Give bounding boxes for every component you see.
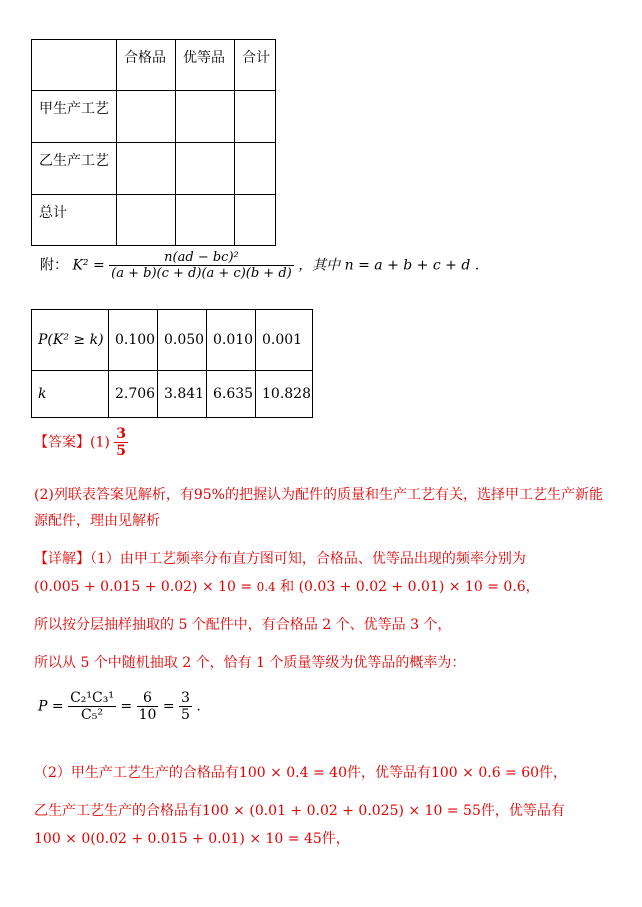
detail-line6 bbox=[34, 762, 567, 782]
formula-excellent: (0.03 + 0.02 + 0.01) × 10 = bbox=[298, 579, 504, 595]
table-header-cell bbox=[32, 40, 117, 91]
fraction-three-fifths bbox=[179, 690, 192, 723]
detail-tag: 【详解】 bbox=[34, 551, 90, 567]
line6-text-c: 件，优等品有 bbox=[346, 765, 431, 781]
line6-formula-b: 100 × 0.4 = 40 bbox=[238, 765, 347, 781]
k2-formula bbox=[40, 250, 479, 281]
answer-part1-prefix: (1) bbox=[90, 434, 110, 451]
fraction-six-tenths bbox=[137, 690, 159, 723]
table-cell: 0.100 bbox=[109, 310, 158, 371]
fraction-numerator: 6 bbox=[137, 690, 159, 707]
line7-formula-b: 100 × (0.01 + 0.02 + 0.025) × 10 = 55 bbox=[202, 803, 481, 819]
critical-value-table bbox=[31, 309, 313, 418]
table-header-cell: 优等品 bbox=[176, 40, 235, 91]
formula-qualified: (0.005 + 0.015 + 0.02) × 10 = bbox=[34, 579, 257, 595]
detail-line1 bbox=[34, 548, 526, 568]
table-header-row bbox=[32, 40, 276, 91]
row-label: P(K² ≥ k) bbox=[32, 310, 109, 371]
p-end: . bbox=[196, 698, 201, 715]
appendix-suffix: ，其中 n = a + b + c + d . bbox=[298, 257, 480, 274]
row-label: k bbox=[32, 371, 109, 418]
table-row bbox=[32, 310, 313, 371]
line6-formula-d: 100 × 0.6 = 60 bbox=[430, 765, 540, 781]
table-row bbox=[32, 143, 276, 195]
row-label: 乙生产工艺 bbox=[32, 143, 117, 195]
fraction-numerator: 3 bbox=[181, 690, 190, 706]
table-cell bbox=[235, 195, 276, 246]
detail-line4: 所以从 5 个中随机抽取 2 个，恰有 1 个质量等级为优等品的概率为： bbox=[34, 655, 466, 671]
fraction-denominator: 5 bbox=[116, 443, 127, 459]
table-cell bbox=[235, 91, 276, 143]
punctuation: ， bbox=[525, 579, 540, 595]
p-lhs: P = bbox=[38, 698, 64, 715]
answer-part1 bbox=[34, 426, 128, 459]
k2-lhs: K² = bbox=[72, 257, 105, 274]
detail-line1-text: （1）由甲工艺频率分布直方图可知，合格品、优等品出现的频率分别为 bbox=[90, 551, 526, 567]
line7-text-a: 乙生产工艺生产的合格品有 bbox=[34, 803, 202, 819]
table-cell bbox=[117, 143, 176, 195]
line8-text-b: 件， bbox=[321, 831, 350, 847]
appendix-prefix: 附： bbox=[40, 257, 68, 274]
table-cell: 6.635 bbox=[207, 371, 256, 418]
line6-text-e: 件， bbox=[539, 765, 568, 781]
fraction-numerator: C₂¹C₃¹ bbox=[70, 690, 114, 706]
answer-part1-fraction bbox=[114, 426, 128, 459]
table-cell: 2.706 bbox=[109, 371, 158, 418]
fraction-numerator: 3 bbox=[116, 426, 127, 442]
line7-text-c: 件，优等品有 bbox=[480, 803, 565, 819]
k2-fraction bbox=[109, 250, 294, 281]
fraction-combination bbox=[68, 690, 116, 723]
answer-part2-cont: 源配件，理由见解析 bbox=[34, 513, 160, 529]
table-header-cell: 合计 bbox=[235, 40, 276, 91]
line6-text-a: （2）甲生产工艺生产的合格品有 bbox=[34, 765, 239, 781]
table-cell bbox=[117, 91, 176, 143]
detail-line8 bbox=[34, 828, 350, 848]
fraction-denominator: 5 bbox=[181, 707, 190, 723]
connector-and: 和 bbox=[275, 579, 299, 595]
table-cell bbox=[235, 143, 276, 195]
value-0-6: 0.6 bbox=[503, 579, 526, 595]
line8-formula-a: 100 × 0(0.02 + 0.015 + 0.01) × 10 = 45 bbox=[34, 831, 322, 847]
table-row bbox=[32, 195, 276, 246]
table-cell bbox=[176, 143, 235, 195]
k2-denominator: (a + b)(c + d)(a + c)(b + d) bbox=[111, 266, 292, 281]
table-row bbox=[32, 371, 313, 418]
table-cell: 0.010 bbox=[207, 310, 256, 371]
probability-formula: P = $\frac{\text{C₂¹C₃¹}}{\text{C₅²}}$ = $\frac{6}{10}$ = $\frac{3}{5}$ . bbox=[38, 690, 201, 723]
detail-line7 bbox=[34, 800, 565, 820]
k2-numerator: n(ad − bc)² bbox=[109, 250, 294, 266]
table-cell bbox=[176, 195, 235, 246]
fraction-denominator: 10 bbox=[138, 707, 157, 723]
value-0-4: 0.4 bbox=[256, 580, 276, 594]
table-cell: 10.828 bbox=[256, 371, 313, 418]
table-header-cell: 合格品 bbox=[117, 40, 176, 91]
contingency-table bbox=[31, 39, 276, 246]
answer-tag: 【答案】 bbox=[34, 434, 90, 451]
table-cell bbox=[176, 91, 235, 143]
row-label: 甲生产工艺 bbox=[32, 91, 117, 143]
answer-part2: (2)列联表答案见解析，有95%的把握认为配件的质量和生产工艺有关，选择甲工艺生产新能 bbox=[34, 487, 603, 503]
row-label: 总计 bbox=[32, 195, 117, 246]
table-row bbox=[32, 91, 276, 143]
table-cell: 3.841 bbox=[158, 371, 207, 418]
table-cell bbox=[117, 195, 176, 246]
fraction-denominator: C₅² bbox=[81, 707, 103, 723]
detail-line2 bbox=[34, 576, 540, 596]
detail-line3: 所以按分层抽样抽取的 5 个配件中，有合格品 2 个、优等品 3 个， bbox=[34, 617, 452, 633]
table-cell: 0.050 bbox=[158, 310, 207, 371]
table-cell: 0.001 bbox=[256, 310, 313, 371]
